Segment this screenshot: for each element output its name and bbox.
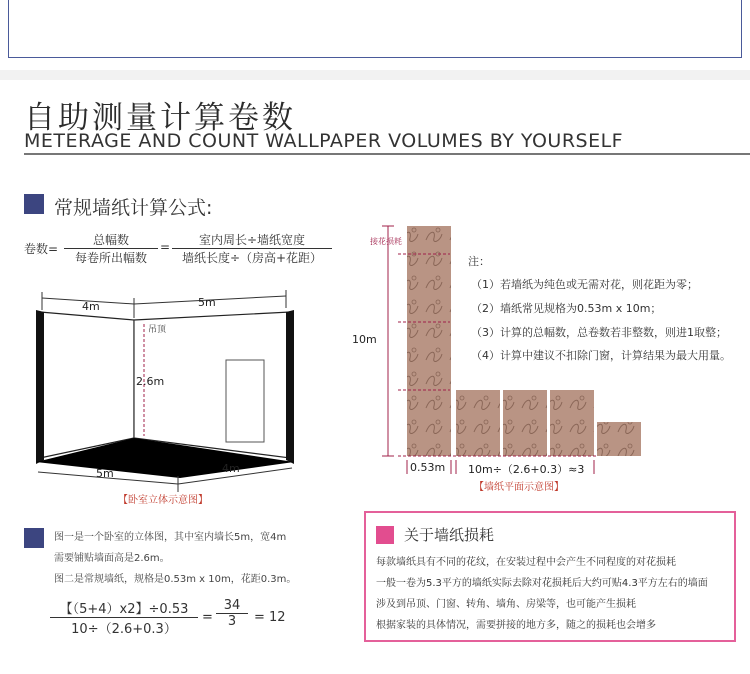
calc-equals-1: = xyxy=(202,610,213,625)
result-fraction xyxy=(216,598,248,629)
wallpaper-pattern-label: 接花损耗 xyxy=(370,237,402,246)
calc-fraction xyxy=(50,598,198,637)
wallpaper-strip-2 xyxy=(503,390,547,456)
note-item-2: （2）墙纸常见规格为0.53m x 10m； xyxy=(471,302,662,315)
wallpaper-roll-tall xyxy=(407,226,451,456)
example-line-3: 图二是常规墙纸，规格是0.53m x 10m，花距0.3m。 xyxy=(54,574,297,585)
loss-section-title: 关于墙纸损耗 xyxy=(404,526,495,544)
loss-line-4: 根据家装的具体情况，需要拼接的地方多，随之的损耗也会增多 xyxy=(376,620,656,631)
top-strip xyxy=(0,70,750,80)
loss-line-2: 一般一卷为5.3平方的墙纸实际去除对花损耗后大约可贴4.3平方左右的墙面 xyxy=(376,578,708,589)
formula-fraction-1 xyxy=(64,231,158,266)
formula-frac1-numerator: 总幅数 xyxy=(92,233,129,247)
room-left-wall xyxy=(40,312,134,458)
example-square-icon xyxy=(24,528,44,548)
formula-equals: = xyxy=(160,240,171,254)
formula-section-title: 常规墙纸计算公式: xyxy=(54,197,213,219)
formula-frac1-denominator: 每卷所出幅数 xyxy=(64,248,158,266)
page-subtitle: METERAGE AND COUNT WALLPAPER VOLUMES BY YOURSELF xyxy=(24,130,624,152)
wallpaper-height-dim: 10m xyxy=(352,333,377,346)
top-frame xyxy=(8,0,742,58)
loss-square-icon xyxy=(376,526,394,544)
wallpaper-strip-3 xyxy=(550,390,594,456)
note-item-4: （4）计算中建议不扣除门窗，计算结果为最大用量。 xyxy=(471,349,731,362)
formula-fraction-2 xyxy=(172,231,332,266)
wallpaper-strip-1 xyxy=(456,390,500,456)
title-divider xyxy=(24,153,750,155)
example-line-1: 图一是一个卧室的立体图，其中室内墙长5m，宽4m xyxy=(54,532,287,543)
result-denominator: 3 xyxy=(216,613,248,629)
note-item-3: （3）计算的总幅数，总卷数若非整数，则进1取整； xyxy=(471,326,727,339)
room-hang-label: 吊顶 xyxy=(148,325,167,335)
room-dim-height: 2.6m xyxy=(136,375,165,388)
calc-numerator: 【（5+4）x2】÷0.53 xyxy=(59,602,189,617)
calc-denominator: 10÷（2.6+0.3） xyxy=(50,617,198,637)
formula-frac2-numerator: 室内周长÷墙纸宽度 xyxy=(198,233,306,247)
room-dim-bottom-left: 5m xyxy=(96,467,114,480)
page-title: 自助测量计算卷数 xyxy=(24,100,296,136)
wallpaper-caption: 【墙纸平面示意图】 xyxy=(474,482,564,493)
room-dim-bottom-right: 4m xyxy=(222,462,240,475)
wallpaper-remainder xyxy=(597,422,641,456)
note-item-1: （1）若墙纸为纯色或无需对花，则花距为零； xyxy=(471,278,698,291)
result-numerator: 34 xyxy=(223,598,241,613)
loss-line-3: 涉及到吊顶、门窗、转角、墙角、房梁等，也可能产生损耗 xyxy=(376,599,636,610)
room-caption: 【卧室立体示意图】 xyxy=(118,495,208,506)
formula-lhs: 卷数= xyxy=(24,242,59,256)
section-square-icon xyxy=(24,194,44,214)
notes-heading: 注： xyxy=(468,255,490,268)
example-line-2: 需要铺贴墙面高是2.6m。 xyxy=(54,553,170,564)
room-dim-top-right: 5m xyxy=(198,296,216,309)
wallpaper-count-dim: 10m÷（2.6+0.3）≈3 xyxy=(468,463,585,476)
wallpaper-width-dim: 0.53m xyxy=(410,461,446,474)
formula-frac2-denominator: 墙纸长度÷（房高+花距） xyxy=(172,248,332,266)
loss-line-1: 每款墙纸具有不同的花纹，在安装过程中会产生不同程度的对花损耗 xyxy=(376,557,676,568)
calc-result: = 12 xyxy=(254,610,286,625)
room-left-edge xyxy=(36,310,44,464)
room-dim-top-left: 4m xyxy=(82,300,100,313)
room-right-edge xyxy=(286,310,294,464)
room-door xyxy=(226,360,264,442)
